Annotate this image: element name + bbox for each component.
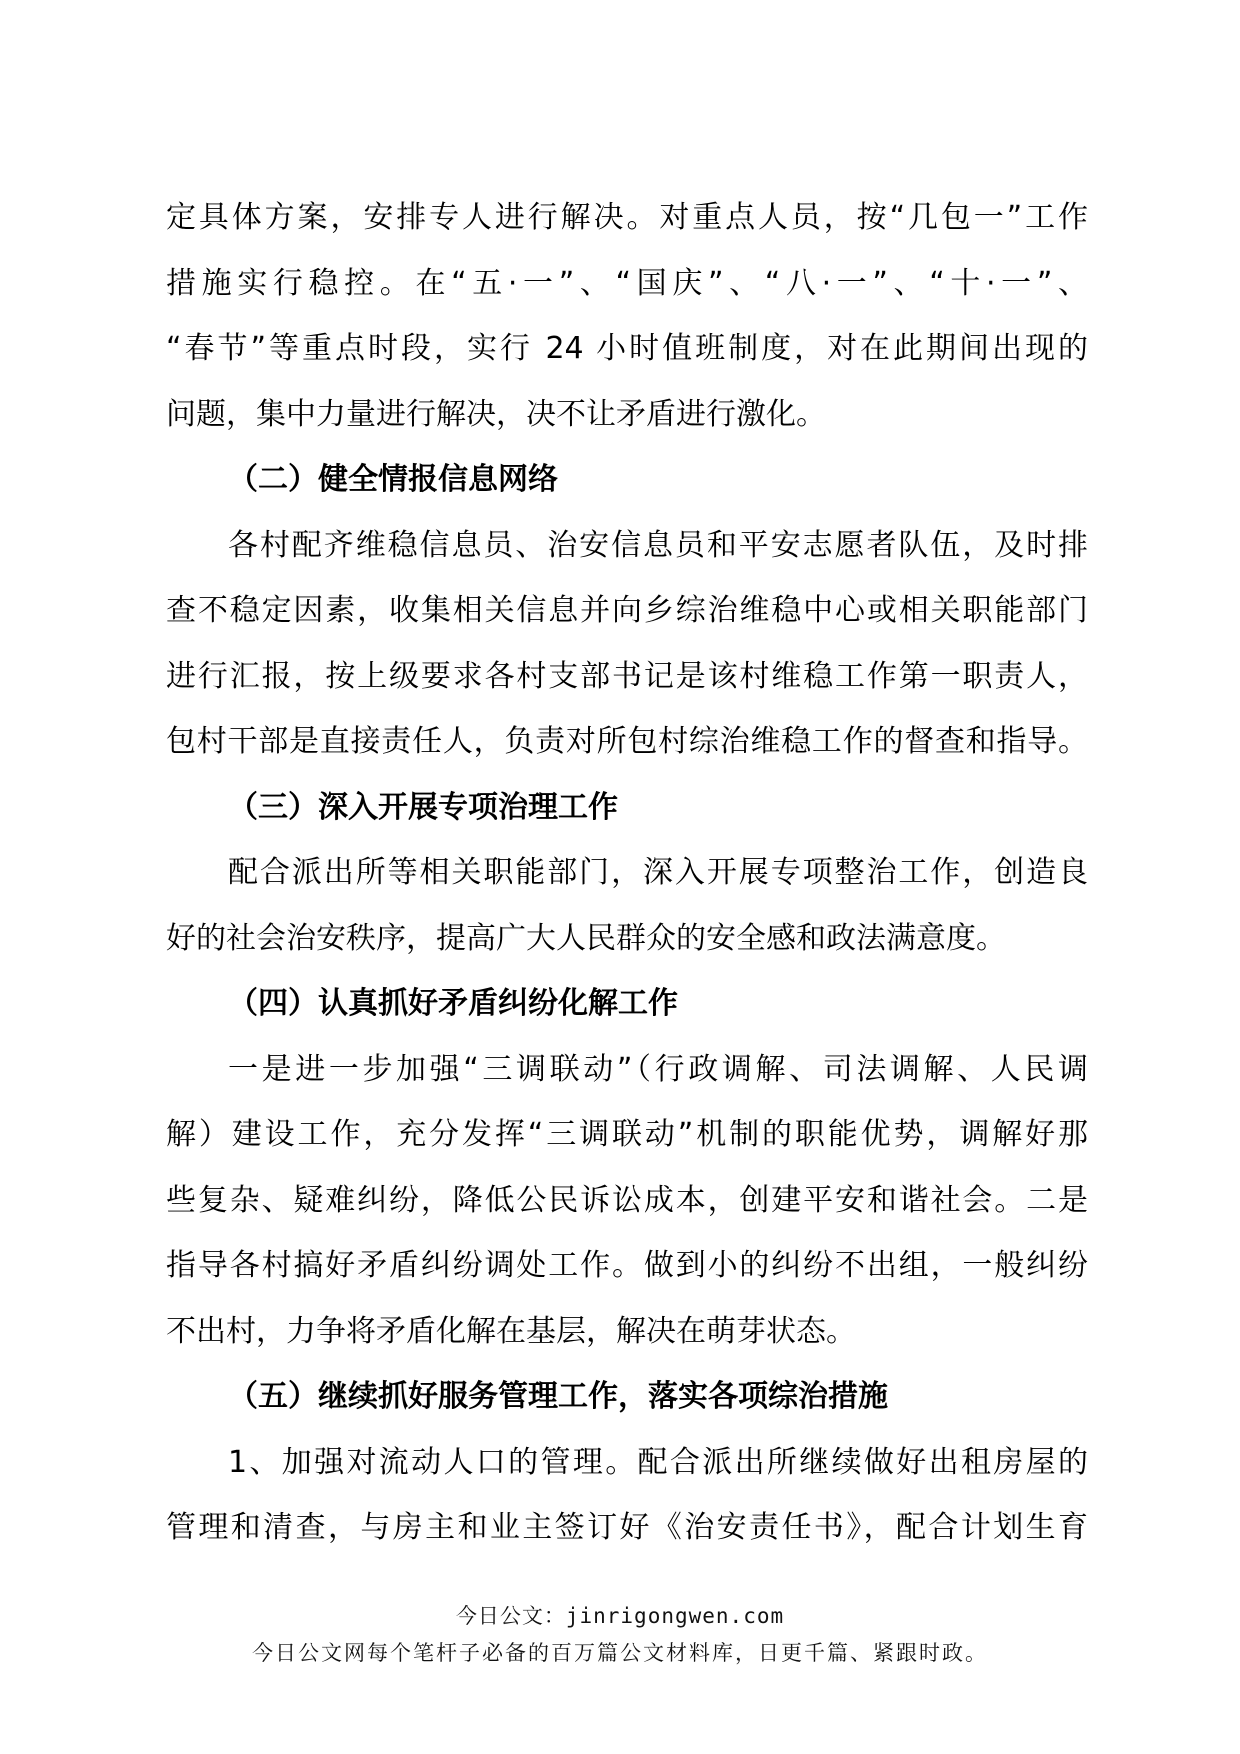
document-body xyxy=(166,185,1088,1561)
paragraph-line: 定具体方案，安排专人进行解决。对重点人员，按“几包一”工作 xyxy=(166,200,1088,235)
paragraph-line: 进行汇报，按上级要求各村支部书记是该村维稳工作第一职责人， xyxy=(166,658,1088,694)
paragraph-line: 解）建设工作，充分发挥“三调联动”机制的职能优势，调解好那 xyxy=(166,1117,1088,1152)
paragraph-line: 不出村，力争将矛盾化解在基层，解决在萌芽状态。 xyxy=(166,1313,856,1349)
section-heading-4: （四）认真抓好矛盾纠纷化解工作 xyxy=(228,986,678,1021)
paragraph-line: “春节”等重点时段，实行 24 小时值班制度，对在此期间出现的 xyxy=(166,331,1088,366)
section-heading-5: （五）继续抓好服务管理工作，落实各项综治措施 xyxy=(228,1379,888,1414)
footer-site-label: 今日公文： xyxy=(455,1604,566,1628)
footer-site xyxy=(0,1600,1240,1630)
paragraph-line: 指导各村搞好矛盾纠纷调处工作。做到小的纠纷不出组，一般纠纷 xyxy=(166,1248,1088,1283)
paragraph-line: 措施实行稳控。在“五·一”、“国庆”、“八·一”、“十·一”、 xyxy=(166,265,1088,301)
paragraph-line: 包村干部是直接责任人，负责对所包村综治维稳工作的督查和指导。 xyxy=(166,724,1088,759)
section-heading-3: （三）深入开展专项治理工作 xyxy=(228,789,618,825)
paragraph-line: 1、加强对流动人口的管理。配合派出所继续做好出租房屋的 xyxy=(228,1444,1088,1480)
paragraph-line: 些复杂、疑难纠纷，降低公民诉讼成本，创建平安和谐社会。二是 xyxy=(166,1182,1088,1218)
footer-slogan: 今日公文网每个笔杆子必备的百万篇公文材料库，日更千篇、紧跟时政。 xyxy=(252,1641,988,1665)
paragraph-line: 各村配齐维稳信息员、治安信息员和平安志愿者队伍，及时排 xyxy=(228,527,1088,563)
paragraph-line: 配合派出所等相关职能部门，深入开展专项整治工作，创造良 xyxy=(228,855,1088,890)
paragraph-line: 一是进一步加强“三调联动”（行政调解、司法调解、人民调 xyxy=(228,1051,1088,1087)
paragraph-line: 问题，集中力量进行解决，决不让矛盾进行激化。 xyxy=(166,396,826,432)
paragraph-line: 好的社会治安秩序，提高广大人民群众的安全感和政法满意度。 xyxy=(166,920,1006,956)
footer-site-url[interactable]: jinrigongwen.com xyxy=(565,1604,785,1628)
paragraph-line: 管理和清查，与房主和业主签订好《治安责任书》，配合计划生育 xyxy=(166,1510,1088,1545)
paragraph-line: 查不稳定因素，收集相关信息并向乡综治维稳中心或相关职能部门 xyxy=(166,593,1088,628)
section-heading-2: （二）健全情报信息网络 xyxy=(228,462,558,497)
